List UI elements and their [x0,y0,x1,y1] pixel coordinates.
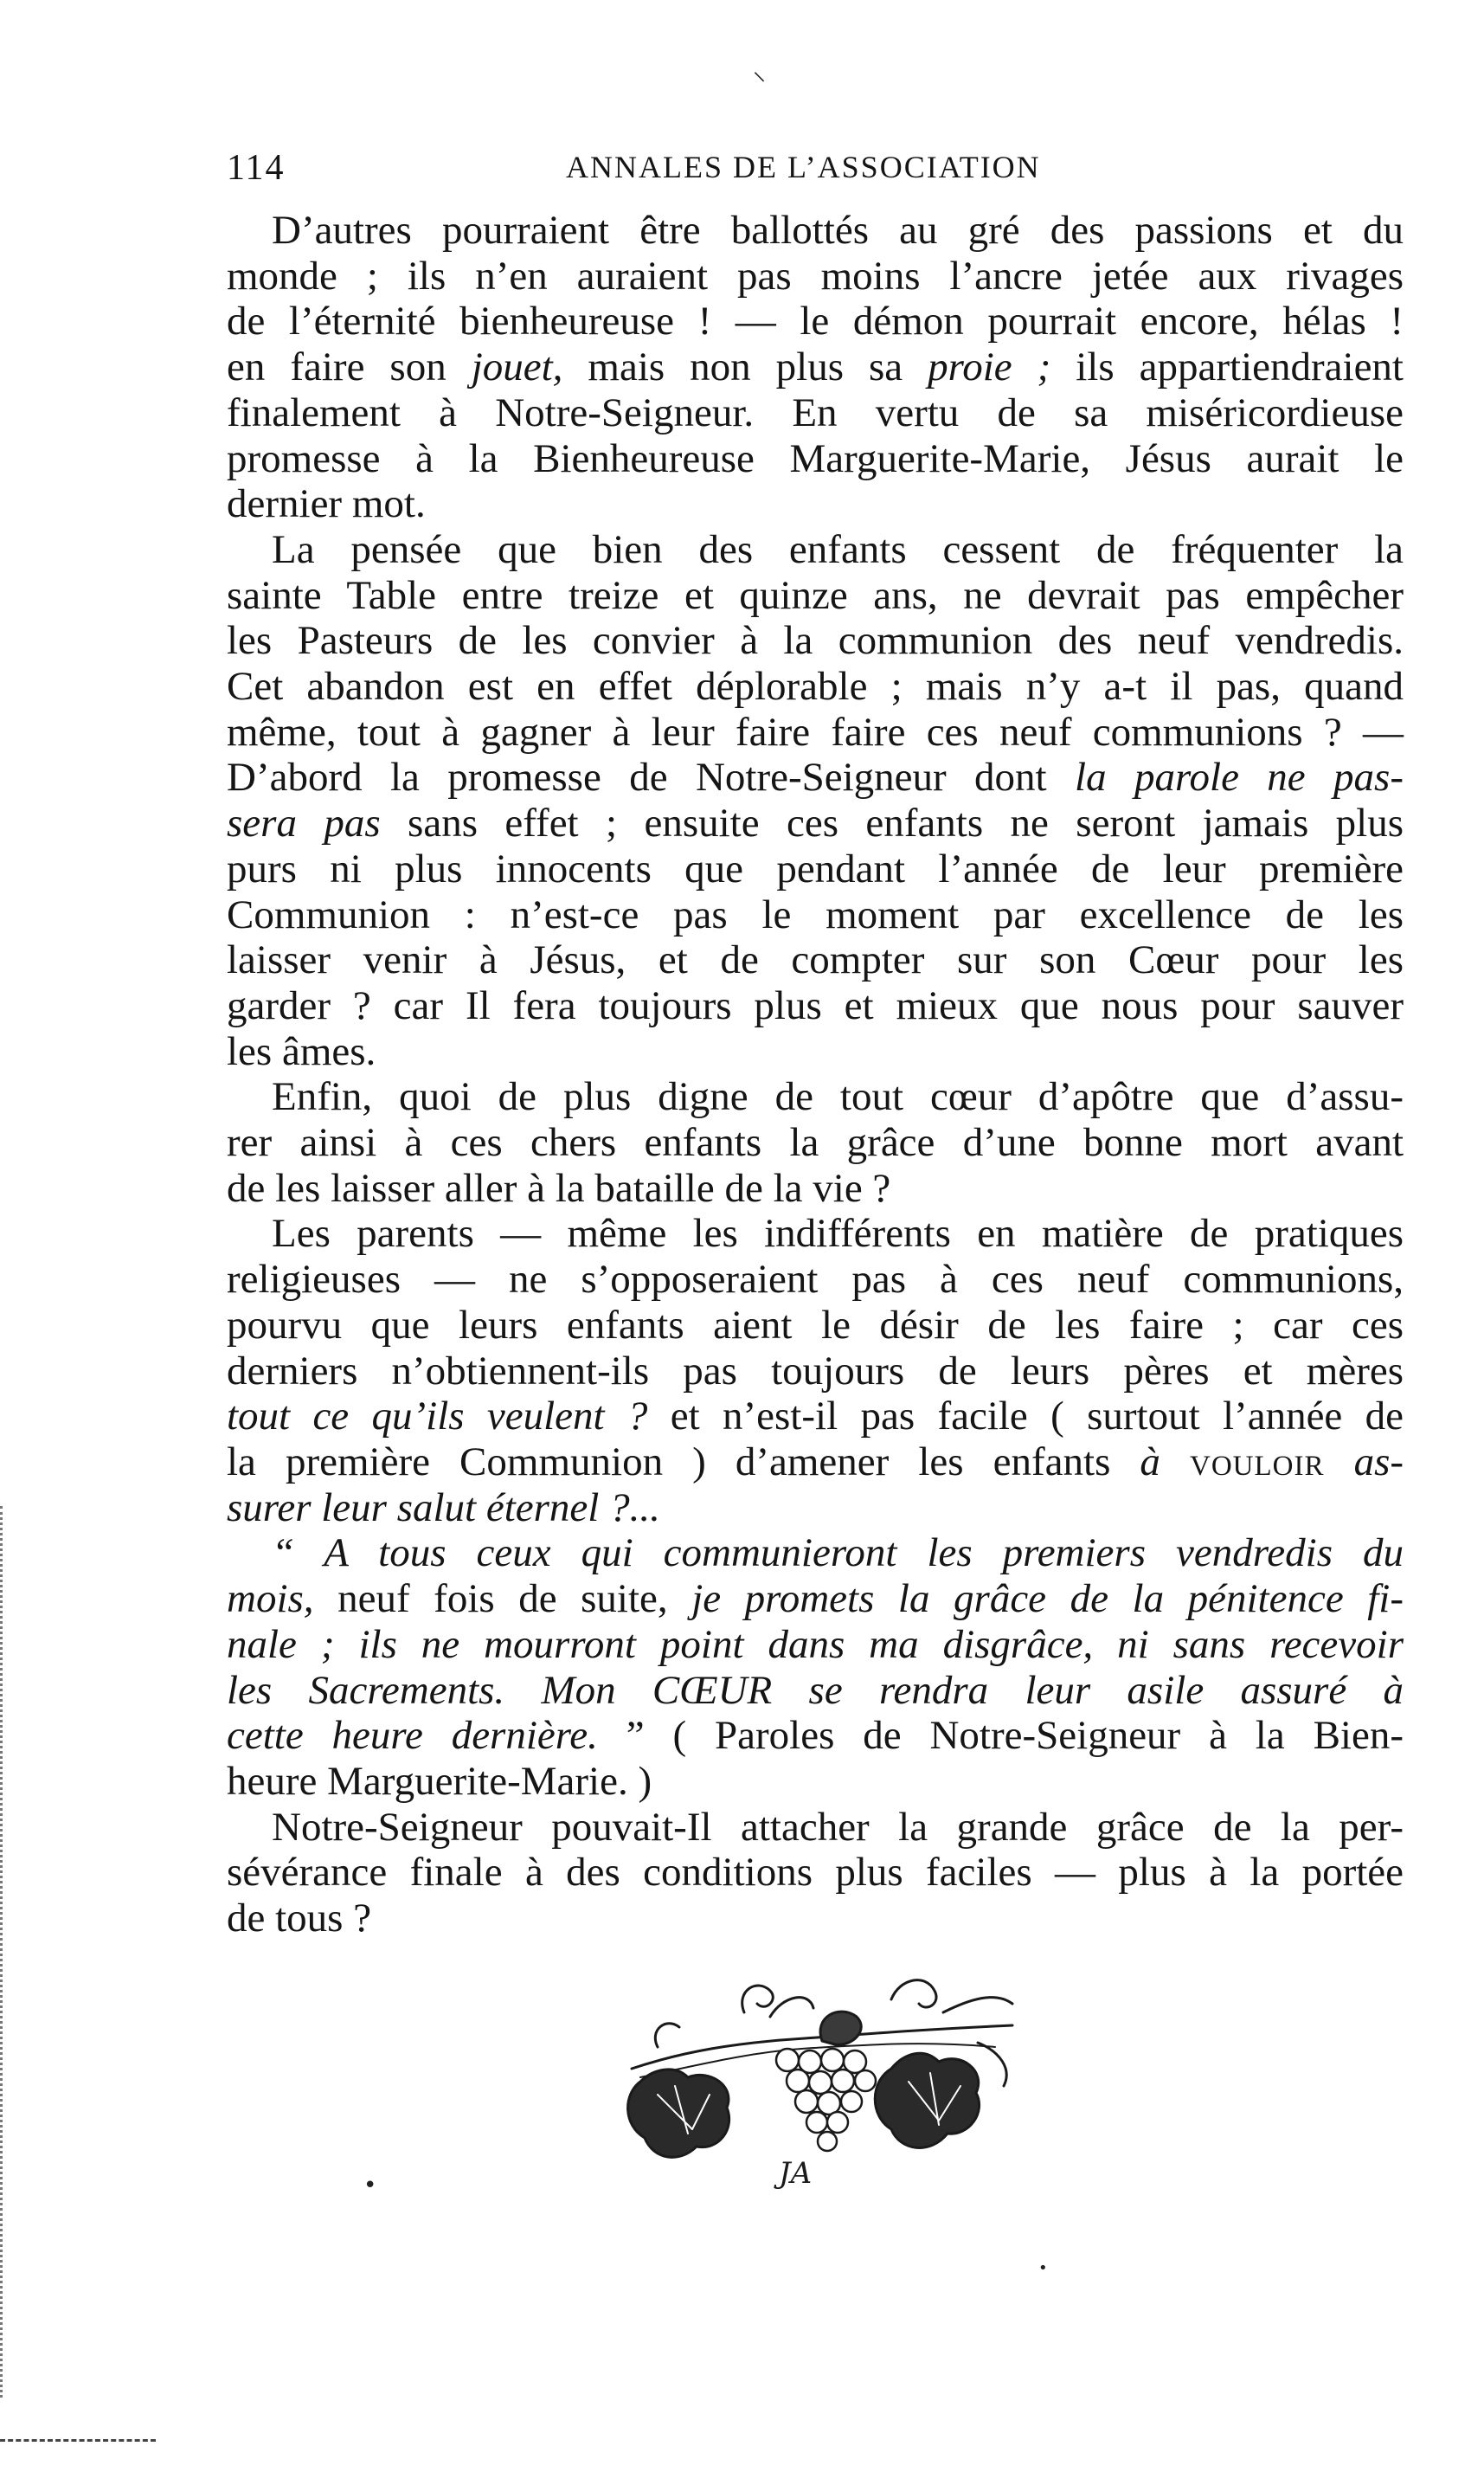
text-line: nale ; ils ne mourront point dans ma disgrâce, ni sans recevoir [227,1621,1404,1667]
text-line: rer ainsi à ces chers enfants la grâce d’une bonne mort avant [227,1120,1404,1166]
paragraph [227,1805,1404,1941]
text-line: derniers n’obtiennent-ils pas toujours de leurs pères et mères [227,1348,1404,1394]
text-line: laisser venir à Jésus, et de compter sur son Cœur pour les [227,937,1404,983]
text-line: Cet abandon est en effet déplorable ; mais n’y a-t il pas, quand [227,664,1404,710]
text-line: religieuses — ne s’opposeraient pas à ces neuf communions, [227,1257,1404,1303]
text-line: Les parents — même les indifférents en matière de pratiques [272,1211,1404,1257]
text-line: sainte Table entre treize et quinze ans, ne devrait pas empêcher [227,572,1404,618]
text-line: garder ? car Il fera toujours plus et mieux que nous pour sauver [227,982,1404,1028]
page-header [227,147,1404,199]
text-line: de tous ? [227,1896,372,1941]
text-line: finalement à Notre-Seigneur. En vertu de sa miséricordieuse [227,389,1404,435]
text-line: cette heure dernière. ” ( Paroles de Notre-Seigneur à la Bien- [227,1713,1404,1759]
text-line: les Sacrements. Mon CŒUR se rendra leur asile assuré à [227,1667,1404,1713]
text-line: D’abord la promesse de Notre-Seigneur dont la parole ne pas- [227,755,1404,801]
text-line: tout ce qu’ils veulent ? et n’est-il pas facile ( surtout l’année de [227,1394,1404,1439]
paragraph [227,1211,1404,1530]
text-line: purs ni plus innocents que pendant l’année de leur première [227,846,1404,892]
text-line: la première Communion ) d’amener les enfants à vouloir as- [227,1439,1404,1484]
text-line: les âmes. [227,1028,376,1074]
text-line: monde ; ils n’en auraient pas moins l’ancre jetée aux rivages [227,253,1404,299]
paragraph [227,1074,1404,1211]
text-line: mois, neuf fois de suite, je promets la grâce de la pénitence fi- [227,1576,1404,1622]
stray-mark: • [1038,2259,1048,2277]
text-line: même, tout à gagner à leur faire faire ces neuf communions ? — [227,709,1404,755]
artist-signature: JA [779,2156,813,2191]
scan-edge [0,1506,15,2398]
text-line: Notre-Seigneur pouvait-Il attacher la grande grâce de la per- [272,1804,1404,1850]
scan-edge [0,2439,156,2442]
text-line: en faire son jouet, mais non plus sa proie ; ils appartiendraient [227,344,1404,390]
paragraph [227,1530,1404,1804]
grapevine-vignette-icon [606,1965,1038,2198]
text-line: surer leur salut éternel ?... [227,1484,660,1530]
text-line: promesse à la Bienheureuse Marguerite-Marie, Jésus aurait le [227,435,1404,481]
running-head: ANNALES DE L’ASSOCIATION [566,150,1041,184]
text-line: les Pasteurs de les convier à la communion des neuf vendredis. [227,618,1404,664]
text-line: de l’éternité bienheureuse ! — le démon pourrait encore, hélas ! [227,299,1404,344]
stray-mark: ⸜ [753,56,766,87]
text-line: La pensée que bien des enfants cessent de fréquenter la [272,526,1404,572]
text-line: pourvu que leurs enfants aient le désir de les faire ; car ces [227,1302,1404,1348]
paragraph [227,208,1404,527]
text-line: dernier mot. [227,481,426,527]
text-line: “ A tous ceux qui communieront les premiers vendredis du [272,1530,1404,1576]
text-line: de les laisser aller à la bataille de la vie ? [227,1165,891,1211]
stray-mark: • [363,2173,377,2198]
text-line: sera pas sans effet ; ensuite ces enfants ne seront jamais plus [227,801,1404,847]
text-line: sévérance finale à des conditions plus faciles — plus à la portée [227,1850,1404,1896]
text-line: Enfin, quoi de plus digne de tout cœur d’apôtre que d’assu- [272,1074,1404,1120]
paragraph [227,527,1404,1074]
text-line: D’autres pourraient être ballottés au gré des passions et du [272,208,1404,253]
body-text [227,208,1404,1941]
page-number: 114 [227,148,286,188]
text-line: heure Marguerite-Marie. ) [227,1758,652,1804]
text-line: Communion : n’est-ce pas le moment par excellence de les [227,892,1404,937]
